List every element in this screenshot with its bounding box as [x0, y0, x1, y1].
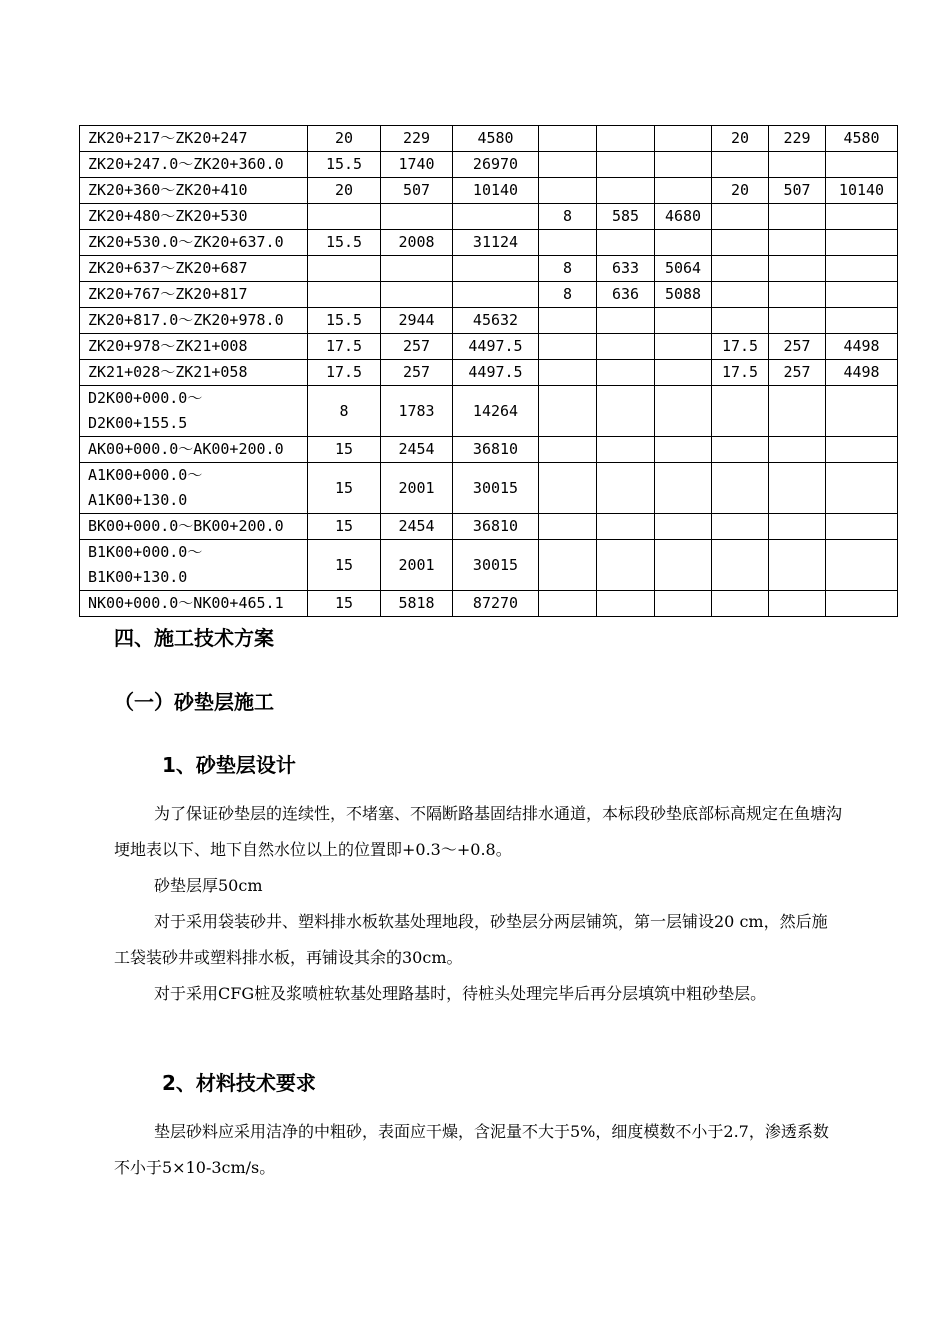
value-cell: 8 [539, 282, 597, 308]
section-cell: A1K00+000.0～ A1K00+130.0 [80, 463, 308, 514]
value-cell: 14264 [453, 386, 539, 437]
value-cell: 36810 [453, 437, 539, 463]
value-cell [655, 540, 712, 591]
value-cell: 1783 [381, 386, 453, 437]
value-cell [712, 230, 769, 256]
value-cell: 507 [769, 178, 826, 204]
value-cell: 2454 [381, 437, 453, 463]
value-cell [655, 386, 712, 437]
value-cell [826, 230, 898, 256]
value-cell: 507 [381, 178, 453, 204]
value-cell [539, 591, 597, 617]
value-cell: 31124 [453, 230, 539, 256]
value-cell: 229 [381, 126, 453, 152]
table-row [80, 437, 898, 463]
value-cell: 257 [769, 334, 826, 360]
table-row [80, 514, 898, 540]
value-cell [712, 463, 769, 514]
value-cell: 30015 [453, 463, 539, 514]
value-cell [597, 437, 655, 463]
value-cell [655, 360, 712, 386]
section-cell: D2K00+000.0～ D2K00+155.5 [80, 386, 308, 437]
heading-material-requirements: 2、材料技术要求 [162, 1071, 316, 1095]
value-cell [597, 178, 655, 204]
paragraph-material: 垫层砂料应采用洁净的中粗砂，表面应干燥，含泥量不大于5%，细度模数不小于2.7，渗透系数不小于5×10-3cm/s。 [114, 1122, 829, 1177]
value-cell: 15.5 [308, 308, 381, 334]
value-cell: 26970 [453, 152, 539, 178]
value-cell [826, 282, 898, 308]
value-cell: 257 [381, 360, 453, 386]
value-cell: 87270 [453, 591, 539, 617]
value-cell [655, 463, 712, 514]
value-cell [539, 230, 597, 256]
section-cell: ZK20+530.0～ZK20+637.0 [80, 230, 308, 256]
value-cell: 2001 [381, 463, 453, 514]
value-cell: 30015 [453, 540, 539, 591]
table-row [80, 152, 898, 178]
value-cell [539, 540, 597, 591]
table-row [80, 230, 898, 256]
value-cell: 20 [308, 126, 381, 152]
section-cell: BK00+000.0～BK00+200.0 [80, 514, 308, 540]
value-cell: 15 [308, 591, 381, 617]
section-cell: ZK20+978～ZK21+008 [80, 334, 308, 360]
table-row [80, 334, 898, 360]
value-cell [597, 540, 655, 591]
value-cell [826, 204, 898, 230]
value-cell: 4498 [826, 360, 898, 386]
table-row [80, 204, 898, 230]
value-cell: 15 [308, 437, 381, 463]
section-cell: ZK20+217～ZK20+247 [80, 126, 308, 152]
value-cell: 5818 [381, 591, 453, 617]
value-cell [597, 126, 655, 152]
value-cell [453, 256, 539, 282]
value-cell [826, 463, 898, 514]
section-cell: ZK20+817.0～ZK20+978.0 [80, 308, 308, 334]
value-cell: 15 [308, 463, 381, 514]
table-row [80, 178, 898, 204]
value-cell: 17.5 [712, 334, 769, 360]
value-cell [712, 386, 769, 437]
value-cell [655, 514, 712, 540]
value-cell [826, 256, 898, 282]
value-cell [381, 256, 453, 282]
value-cell [769, 282, 826, 308]
value-cell: 2008 [381, 230, 453, 256]
value-cell [826, 152, 898, 178]
section-cell: ZK20+360～ZK20+410 [80, 178, 308, 204]
section-cell: AK00+000.0～AK00+200.0 [80, 437, 308, 463]
value-cell: 2944 [381, 308, 453, 334]
value-cell [826, 591, 898, 617]
value-cell: 4680 [655, 204, 712, 230]
value-cell [769, 256, 826, 282]
value-cell [655, 591, 712, 617]
value-cell: 20 [712, 126, 769, 152]
table-row [80, 308, 898, 334]
section-cell: ZK20+247.0～ZK20+360.0 [80, 152, 308, 178]
value-cell: 20 [308, 178, 381, 204]
value-cell [539, 437, 597, 463]
value-cell [539, 178, 597, 204]
value-cell: 17.5 [712, 360, 769, 386]
value-cell [769, 514, 826, 540]
value-cell [712, 282, 769, 308]
table-row [80, 386, 898, 437]
value-cell: 633 [597, 256, 655, 282]
heading-sand-cushion: （一）砂垫层施工 [114, 690, 274, 714]
value-cell: 4580 [453, 126, 539, 152]
value-cell [308, 256, 381, 282]
value-cell: 8 [539, 256, 597, 282]
value-cell [539, 463, 597, 514]
section-cell: ZK20+637～ZK20+687 [80, 256, 308, 282]
value-cell [769, 204, 826, 230]
value-cell [826, 514, 898, 540]
value-cell [655, 230, 712, 256]
section-cell: B1K00+000.0～ B1K00+130.0 [80, 540, 308, 591]
value-cell [539, 360, 597, 386]
table-row [80, 591, 898, 617]
value-cell: 17.5 [308, 334, 381, 360]
table-row [80, 256, 898, 282]
value-cell [769, 152, 826, 178]
value-cell [826, 437, 898, 463]
value-cell: 17.5 [308, 360, 381, 386]
value-cell: 636 [597, 282, 655, 308]
paragraph-design-3: 对于采用袋装砂井、塑料排水板软基处理地段，砂垫层分两层铺筑，第一层铺设20 cm，然后施工袋装砂井或塑料排水板，再铺设其余的30cm。 [114, 912, 828, 967]
heading-sand-cushion-design: 1、砂垫层设计 [162, 753, 296, 777]
value-cell [308, 282, 381, 308]
value-cell [826, 386, 898, 437]
value-cell: 10140 [453, 178, 539, 204]
value-cell: 4497.5 [453, 360, 539, 386]
value-cell: 5064 [655, 256, 712, 282]
value-cell [769, 437, 826, 463]
value-cell [826, 540, 898, 591]
heading-construction-plan: 四、施工技术方案 [114, 626, 274, 650]
value-cell: 5088 [655, 282, 712, 308]
value-cell [769, 463, 826, 514]
value-cell [453, 204, 539, 230]
value-cell: 15.5 [308, 230, 381, 256]
value-cell: 4498 [826, 334, 898, 360]
value-cell: 4497.5 [453, 334, 539, 360]
value-cell [655, 126, 712, 152]
value-cell [712, 256, 769, 282]
value-cell [539, 386, 597, 437]
value-cell: 2001 [381, 540, 453, 591]
value-cell [712, 437, 769, 463]
value-cell: 229 [769, 126, 826, 152]
quantity-table [79, 125, 898, 617]
paragraph-design-4: 对于采用CFG桩及浆喷桩软基处理路基时，待桩头处理完毕后再分层填筑中粗砂垫层。 [154, 984, 767, 1003]
value-cell [655, 334, 712, 360]
table-row [80, 463, 898, 514]
value-cell [655, 178, 712, 204]
value-cell: 15.5 [308, 152, 381, 178]
value-cell: 36810 [453, 514, 539, 540]
table-row [80, 360, 898, 386]
value-cell [769, 230, 826, 256]
value-cell: 15 [308, 540, 381, 591]
value-cell [826, 308, 898, 334]
value-cell: 20 [712, 178, 769, 204]
table-row [80, 282, 898, 308]
value-cell [539, 334, 597, 360]
value-cell [655, 437, 712, 463]
value-cell [597, 386, 655, 437]
value-cell [597, 360, 655, 386]
value-cell [712, 591, 769, 617]
value-cell [769, 386, 826, 437]
value-cell: 257 [769, 360, 826, 386]
value-cell [769, 308, 826, 334]
value-cell [597, 152, 655, 178]
value-cell [539, 514, 597, 540]
value-cell: 257 [381, 334, 453, 360]
value-cell [539, 308, 597, 334]
value-cell: 4580 [826, 126, 898, 152]
value-cell [769, 591, 826, 617]
value-cell [308, 204, 381, 230]
value-cell [597, 334, 655, 360]
value-cell [655, 152, 712, 178]
value-cell [381, 282, 453, 308]
section-cell: ZK21+028～ZK21+058 [80, 360, 308, 386]
paragraph-design-1: 为了保证砂垫层的连续性，不堵塞、不隔断路基固结排水通道，本标段砂垫底部标高规定在鱼塘沟埂地表以下、地下自然水位以上的位置即+0.3～+0.8。 [114, 804, 843, 859]
value-cell [712, 152, 769, 178]
value-cell [712, 308, 769, 334]
value-cell [597, 591, 655, 617]
paragraph-design-2: 砂垫层厚50cm [154, 876, 263, 895]
value-cell [655, 308, 712, 334]
value-cell [712, 514, 769, 540]
value-cell [597, 514, 655, 540]
value-cell [769, 540, 826, 591]
section-cell: ZK20+767～ZK20+817 [80, 282, 308, 308]
value-cell [597, 308, 655, 334]
value-cell [712, 204, 769, 230]
value-cell [712, 540, 769, 591]
value-cell [597, 230, 655, 256]
table-body [80, 126, 898, 617]
value-cell: 585 [597, 204, 655, 230]
section-cell: NK00+000.0～NK00+465.1 [80, 591, 308, 617]
value-cell [381, 204, 453, 230]
value-cell [597, 463, 655, 514]
value-cell: 8 [308, 386, 381, 437]
value-cell [539, 152, 597, 178]
value-cell: 8 [539, 204, 597, 230]
table-row [80, 126, 898, 152]
value-cell: 10140 [826, 178, 898, 204]
value-cell [453, 282, 539, 308]
table-row [80, 540, 898, 591]
section-cell: ZK20+480～ZK20+530 [80, 204, 308, 230]
value-cell: 45632 [453, 308, 539, 334]
value-cell: 1740 [381, 152, 453, 178]
value-cell: 15 [308, 514, 381, 540]
value-cell: 2454 [381, 514, 453, 540]
value-cell [539, 126, 597, 152]
